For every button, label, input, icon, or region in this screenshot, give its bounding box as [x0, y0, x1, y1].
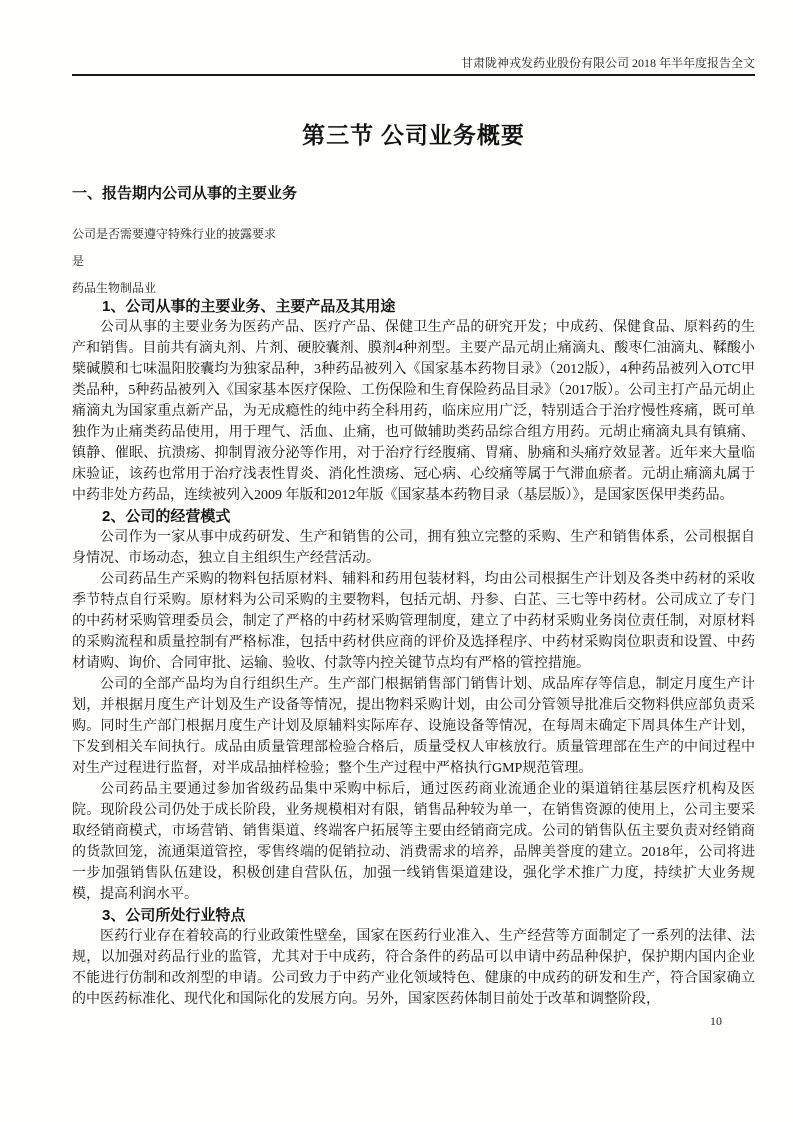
subsection-heading-2: 2、公司的经营模式 — [102, 508, 231, 525]
disclosure-answer: 是 — [72, 254, 85, 268]
body-paragraph: 公司药品主要通过参加省级药品集中采购中标后，通过医药商业流通企业的渠道销往基层医疗机构及医院。现阶段公司仍处于成长阶段，业务规模相对有限，销售品种较为单一，在销售资源的使用上，公司主要采取经销商模式，市场营销、销售渠道、终端客户拓展等主要由经销商完成。公司的销售队伍主要负责对经销商的货款回笼，流通渠道管控，零售终端的促销拉动、消费需求的培养，品牌美誉度的建立。2018年，公司将进一步加强销售队伍建设，积极创建自营队伍，加强一线销售渠道建设，强化学术推广力度，持续扩大业务规模，提高利润水平。 — [72, 782, 755, 902]
header-text: 甘肃陇神戎发药业股份有限公司 2018 年半年度报告全文 — [460, 56, 755, 70]
disclosure-question: 公司是否需要遵守特殊行业的披露要求 — [72, 227, 277, 241]
body-paragraph: 公司的全部产品均为自行组织生产。生产部门根据销售部门销售计划、成品库存等信息，制定月度生产计划，并根据月度生产计划及生产设备等情况，提出物料采购计划，由公司分管领导批准后交物料供应部负责采购。同时生产部门根据月度生产计划及原辅料实际库存、设施设备等情况，在每周末确定下周具体生产计划，下发到相关车间执行。成品由质量管理部检验合格后，质量受权人审核放行。质量管理部在生产的中间过程中对生产过程进行监督，对半成品抽样检验；整个生产过程中严格执行GMP规范管理。 — [72, 677, 755, 776]
body-paragraph: 公司药品生产采购的物料包括原材料、辅料和药用包装材料，均由公司根据生产计划及各类中药材的采收季节特点自行采购。原材料为公司采购的主要物料，包括元胡、丹参、白芷、三七等中药材。公司成立了专门的中药材采购管理委员会，制定了严格的中药材采购管理制度，建立了中药材采购业务岗位责任制，对原材料的采购流程和质量控制有严格标准，包括中药材供应商的评价及选择程序、中药材采购岗位职责和设置、中药材请购、询价、合同审批、运输、验收、付款等内控关键节点均有严格的管控措施。 — [72, 572, 755, 671]
body-paragraph: 医药行业存在着较高的行业政策性壁垒，国家在医药行业准入、生产经营等方面制定了一系列的法律、法规，以加强对药品行业的监管，尤其对于中成药，符合条件的药品可以申请中药品种保护，保护期内国内企业不能进行仿制和改剂型的申请。公司致力于中药产业化领域特色、健康的中成药的研发和生产，符合国家确立的中医药标准化、现代化和国际化的发展方向。另外，国家医药体制目前处于改革和调整阶段， — [72, 929, 755, 1007]
body-paragraph: 公司从事的主要业务为医药产品、医疗产品、保健卫生产品的研究开发；中成药、保健食品、原料药的生产和销售。目前共有滴丸剂、片剂、硬胶囊剂、膜剂4种剂型。主要产品元胡止痛滴丸、酸枣仁油滴丸、鞣酸小檗碱膜和七味温阳胶囊均为独家品种，3种药品被列入《国家基本药物目录》（2012版），4种药品被列入OTC甲类品种，5种药品被列入《国家基本医疗保险、工伤保险和生育保险药品目录》（2017版）。公司主打产品元胡止痛滴丸为国家重点新产品，为无成瘾性的纯中药全科用药，临床应用广泛，特别适合于治疗慢性疼痛，既可单独作为止痛类药品使用，用于理气、活血、止痛，也可做辅助类药品综合组方用药。元胡止痛滴丸具有镇痛、镇静、催眠、抗溃疡、抑制胃液分泌等作用，对于治疗行经腹痛、胃痛、胁痛和头痛疗效显著。近年来大量临床验证，该药也常用于治疗浅表性胃炎、消化性溃疡、冠心病、心绞痛等属于气滞血瘀者。元胡止痛滴丸属于中药非处方药品，连续被列入2009 年版和2012年版《国家基本药物目录（基层版）》，是国家医保甲类药品。 — [72, 320, 755, 503]
body-paragraph: 公司作为一家从事中成药研发、生产和销售的公司，拥有独立完整的采购、生产和销售体系，公司根据自身情况、市场动态，独立自主组织生产经营活动。 — [72, 530, 755, 566]
section-heading: 一、报告期内公司从事的主要业务 — [72, 185, 298, 202]
subsection-heading-1: 1、公司从事的主要业务、主要产品及其用途 — [102, 298, 396, 315]
subsection-heading-3: 3、公司所处行业特点 — [102, 907, 246, 924]
page-number: 10 — [710, 1014, 722, 1028]
industry-category: 药品生物制品业 — [72, 281, 157, 295]
report-header — [72, 56, 755, 76]
chapter-title: 第三节 公司业务概要 — [302, 123, 525, 148]
